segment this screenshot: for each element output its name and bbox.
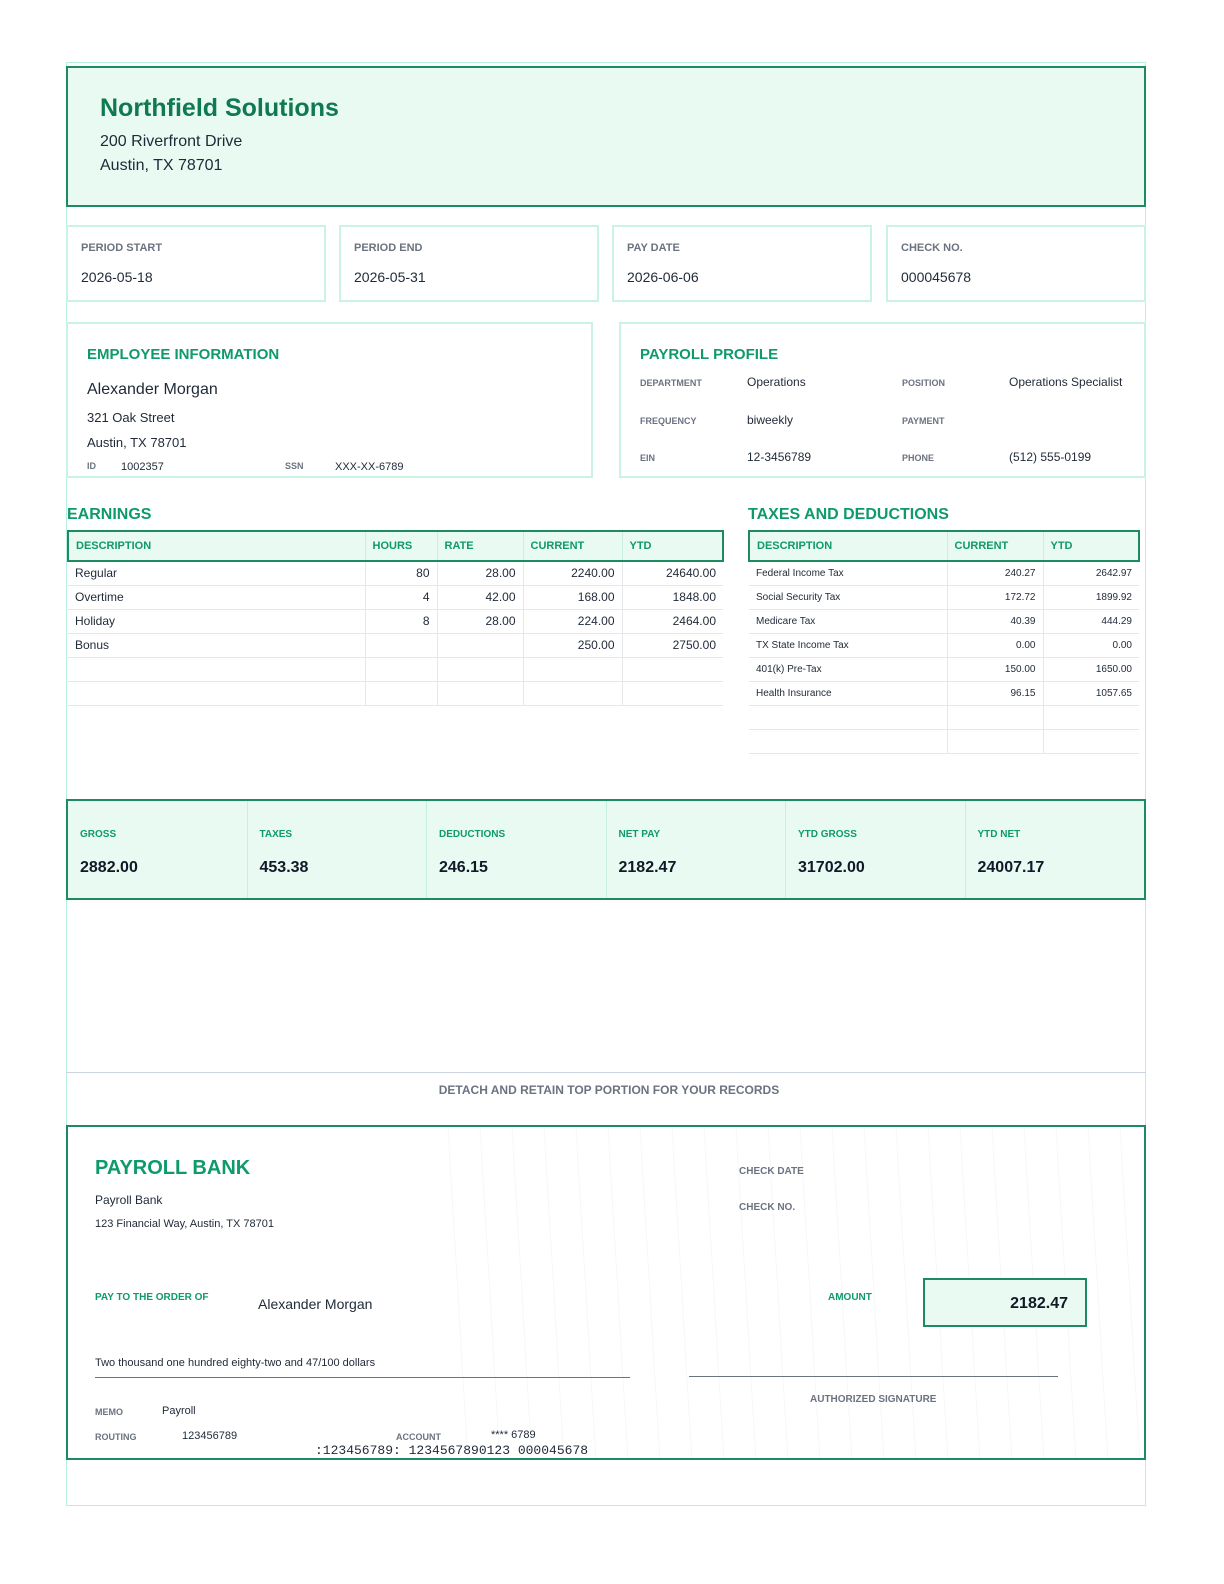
net-pay-value: 2182.47 [618,859,677,876]
amount-box [923,1278,1087,1327]
earning-hours: 80 [365,561,437,585]
earnings-header-rate: RATE [437,531,523,561]
period-end-box [339,225,599,302]
earning-ytd: 2464.00 [622,609,723,633]
amount-label: AMOUNT [828,1292,872,1303]
ein-value: 12-3456789 [747,450,812,464]
position-value: Operations Specialist [1009,375,1123,389]
gross-total [68,801,248,898]
company-address-line1: 200 Riverfront Drive [100,133,243,150]
gross-value: 2882.00 [80,859,138,876]
tax-description: TX State Income Tax [749,633,947,657]
earnings-header-row [68,531,723,561]
frequency-label: FREQUENCY [640,416,697,426]
taxes-total [248,801,428,898]
tax-current [947,729,1043,753]
employee-id-value: 1002357 [121,461,164,473]
tax-ytd: 1899.92 [1043,585,1139,609]
tax-description [749,705,947,729]
table-row [68,585,723,609]
earnings-header-current: CURRENT [523,531,622,561]
company-address-line2: Austin, TX 78701 [100,157,223,174]
earning-description: Overtime [68,585,365,609]
ein-label: EIN [640,453,656,463]
taxes-header-description: DESCRIPTION [749,531,947,561]
memo-value: Payroll [162,1405,196,1417]
table-row [68,609,723,633]
tax-description: 401(k) Pre-Tax [749,657,947,681]
tax-description: Social Security Tax [749,585,947,609]
tax-description: Medicare Tax [749,609,947,633]
earning-description: Holiday [68,609,365,633]
deductions-total [427,801,607,898]
check-no-value: 000045678 [901,269,972,285]
tax-current: 96.15 [947,681,1043,705]
table-row [749,561,1139,585]
earning-hours: 8 [365,609,437,633]
earning-hours: 4 [365,585,437,609]
period-end-value: 2026-05-31 [354,269,426,285]
employee-id-label: ID [87,461,96,471]
earning-description [68,681,365,705]
check-number-label: CHECK NO. [739,1202,796,1213]
taxes-label: TAXES [259,829,293,840]
deductions-label: DEDUCTIONS [439,829,506,840]
paycheck [66,1125,1146,1460]
employee-ssn-value: XXX-XX-6789 [335,461,404,473]
earning-hours [365,633,437,657]
employee-name: Alexander Morgan [87,381,218,398]
bank-address: 123 Financial Way, Austin, TX 78701 [95,1218,274,1230]
table-row [68,657,723,681]
earning-current [523,657,622,681]
earning-current: 250.00 [523,633,622,657]
payment-label: PAYMENT [902,416,945,426]
table-row [749,729,1139,753]
tax-current [947,705,1043,729]
signature-line [689,1376,1058,1377]
check-date-label: CHECK DATE [739,1166,804,1177]
employee-info-box [66,322,593,478]
memo-label: MEMO [95,1407,123,1417]
payroll-profile-box [619,322,1146,478]
earning-rate [437,633,523,657]
amount-in-words: Two thousand one hundred eighty-two and 47/100 dollars [95,1357,376,1369]
earning-ytd [622,657,723,681]
pay-to-label: PAY TO THE ORDER OF [95,1292,209,1303]
earning-description [68,657,365,681]
routing-label: ROUTING [95,1432,137,1442]
tax-current: 40.39 [947,609,1043,633]
taxes-header-current: CURRENT [947,531,1043,561]
table-row [749,633,1139,657]
amount-value: 2182.47 [1010,1295,1068,1312]
employee-info-title: EMPLOYEE INFORMATION [87,346,280,363]
account-value: **** 6789 [491,1429,536,1441]
ytd-net-total [966,801,1145,898]
period-end-label: PERIOD END [354,242,423,254]
company-name: Northfield Solutions [100,94,339,122]
tax-ytd: 1057.65 [1043,681,1139,705]
earnings-title: EARNINGS [67,506,152,523]
table-row [68,561,723,585]
taxes-header-ytd: YTD [1043,531,1139,561]
earning-hours [365,657,437,681]
gross-label: GROSS [80,829,117,840]
ytd-gross-label: YTD GROSS [798,829,857,840]
tax-ytd [1043,705,1139,729]
ytd-gross-total [786,801,966,898]
tax-ytd: 2642.97 [1043,561,1139,585]
earning-current [523,681,622,705]
period-start-label: PERIOD START [81,242,163,254]
earning-rate: 28.00 [437,609,523,633]
department-label: DEPARTMENT [640,378,702,388]
detach-notice: DETACH AND RETAIN TOP PORTION FOR YOUR RECORDS [438,1083,780,1097]
phone-label: PHONE [902,453,935,463]
earnings-header-hours: HOURS [365,531,437,561]
earning-rate: 42.00 [437,585,523,609]
table-row [749,681,1139,705]
tax-description: Federal Income Tax [749,561,947,585]
earning-current: 168.00 [523,585,622,609]
tax-current: 0.00 [947,633,1043,657]
period-start-box [66,225,326,302]
net-pay-total [607,801,787,898]
deductions-value: 246.15 [439,859,488,876]
department-value: Operations [747,375,806,389]
tax-ytd: 0.00 [1043,633,1139,657]
earning-current: 224.00 [523,609,622,633]
totals-bar [66,799,1146,900]
company-header [66,66,1146,207]
check-no-box [886,225,1146,302]
payroll-profile-title: PAYROLL PROFILE [640,346,779,363]
check-no-label: CHECK NO. [901,242,963,254]
earning-ytd: 1848.00 [622,585,723,609]
pay-date-box [612,225,872,302]
table-row [749,609,1139,633]
signature-label: AUTHORIZED SIGNATURE [810,1394,937,1405]
employee-address-line2: Austin, TX 78701 [87,435,187,450]
earning-description: Bonus [68,633,365,657]
period-start-value: 2026-05-18 [81,269,153,285]
bank-title: PAYROLL BANK [95,1157,251,1179]
earning-hours [365,681,437,705]
micr-line: :123456789: 1234567890123 000045678 [315,1443,589,1458]
table-row [749,705,1139,729]
earning-description: Regular [68,561,365,585]
table-row [68,633,723,657]
table-row [68,681,723,705]
ytd-gross-value: 31702.00 [798,859,865,876]
routing-value: 123456789 [182,1430,238,1442]
position-label: POSITION [902,378,946,388]
taxes-header-row [749,531,1139,561]
payee-name: Alexander Morgan [258,1296,373,1312]
pay-date-value: 2026-06-06 [627,269,699,285]
taxes-title: TAXES AND DEDUCTIONS [748,506,949,523]
earning-ytd: 24640.00 [622,561,723,585]
table-row [749,657,1139,681]
tax-ytd: 1650.00 [1043,657,1139,681]
earning-ytd [622,681,723,705]
tax-ytd [1043,729,1139,753]
earnings-header-ytd: YTD [622,531,723,561]
table-row [749,585,1139,609]
frequency-value: biweekly [747,413,794,427]
tax-current: 240.27 [947,561,1043,585]
tax-description: Health Insurance [749,681,947,705]
account-label: ACCOUNT [396,1432,441,1442]
taxes-value: 453.38 [259,859,309,876]
earnings-header-description: DESCRIPTION [68,531,365,561]
phone-value: (512) 555-0199 [1009,450,1092,464]
earning-rate [437,681,523,705]
ytd-net-value: 24007.17 [977,859,1045,876]
taxes-table [748,530,1140,754]
earning-rate: 28.00 [437,561,523,585]
employee-address-line1: 321 Oak Street [87,410,175,425]
tax-current: 150.00 [947,657,1043,681]
employee-ssn-label: SSN [285,461,304,471]
amount-words-line [95,1377,630,1378]
pay-date-label: PAY DATE [627,242,680,254]
tax-description [749,729,947,753]
net-pay-label: NET PAY [618,829,661,840]
earning-rate [437,657,523,681]
earning-ytd: 2750.00 [622,633,723,657]
tax-ytd: 444.29 [1043,609,1139,633]
detach-divider [66,1072,1146,1073]
ytd-net-label: YTD NET [977,829,1021,840]
bank-name: Payroll Bank [95,1193,163,1207]
earning-current: 2240.00 [523,561,622,585]
earnings-table [67,530,724,706]
tax-current: 172.72 [947,585,1043,609]
